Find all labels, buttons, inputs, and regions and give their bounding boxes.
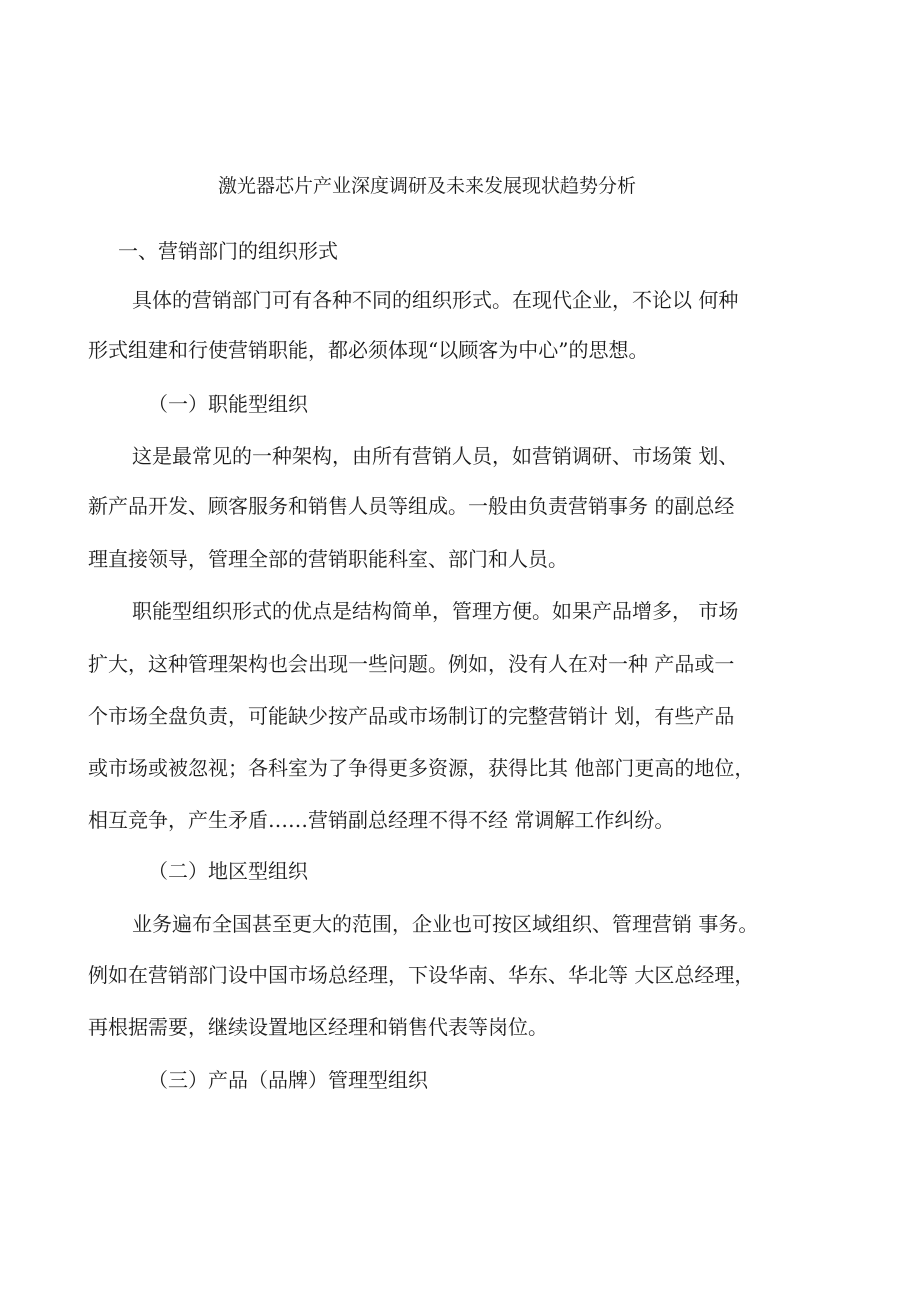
- subsection-heading-functional: （一）职能型组织: [148, 392, 308, 416]
- subsection-heading-product: （三）产品（品牌）管理型组织: [148, 1068, 428, 1092]
- paragraph-line: 扩大，这种管理架构也会出现一些问题。例如，没有人在对一种 产品或一: [88, 652, 735, 676]
- paragraph-line: 或市场或被忽视；各科室为了争得更多资源，获得比其 他部门更高的地位，: [88, 756, 755, 780]
- paragraph-line: 再根据需要，继续设置地区经理和销售代表等岗位。: [88, 1015, 548, 1039]
- paragraph-line: 相互竞争，产生矛盾……营销副总经理不得不经 常调解工作纠纷。: [88, 808, 675, 832]
- paragraph-line: 这是最常见的一种架构，由所有营销人员，如营销调研、市场策 划、: [132, 444, 739, 468]
- paragraph-line: 例如在营销部门设中国市场总经理，下设华南、华东、华北等 大区总经理，: [88, 963, 755, 987]
- paragraph-line: 理直接领导，管理全部的营销职能科室、部门和人员。: [88, 547, 568, 571]
- paragraph-line: 个市场全盘负责，可能缺少按产品或市场制订的完整营销计 划，有些产品: [88, 704, 735, 728]
- document-title: 激光器芯片产业深度调研及未来发展现状趋势分析: [218, 175, 637, 197]
- subsection-heading-regional: （二）地区型组织: [148, 859, 308, 883]
- paragraph-line: 具体的营销部门可有各种不同的组织形式。在现代企业，不论以 何种: [132, 288, 739, 312]
- paragraph-line: 形式组建和行使营销职能，都必须体现“以顾客为中心”的思想。: [88, 338, 649, 362]
- paragraph-line: 新产品开发、顾客服务和销售人员等组成。一般由负责营销事务 的副总经: [88, 494, 735, 518]
- section-heading: 一、营销部门的组织形式: [118, 239, 338, 263]
- paragraph-line: 业务遍布全国甚至更大的范围，企业也可按区域组织、管理营销 事务。: [132, 912, 759, 936]
- paragraph-line: 职能型组织形式的优点是结构简单，管理方便。如果产品增多， 市场: [132, 599, 739, 623]
